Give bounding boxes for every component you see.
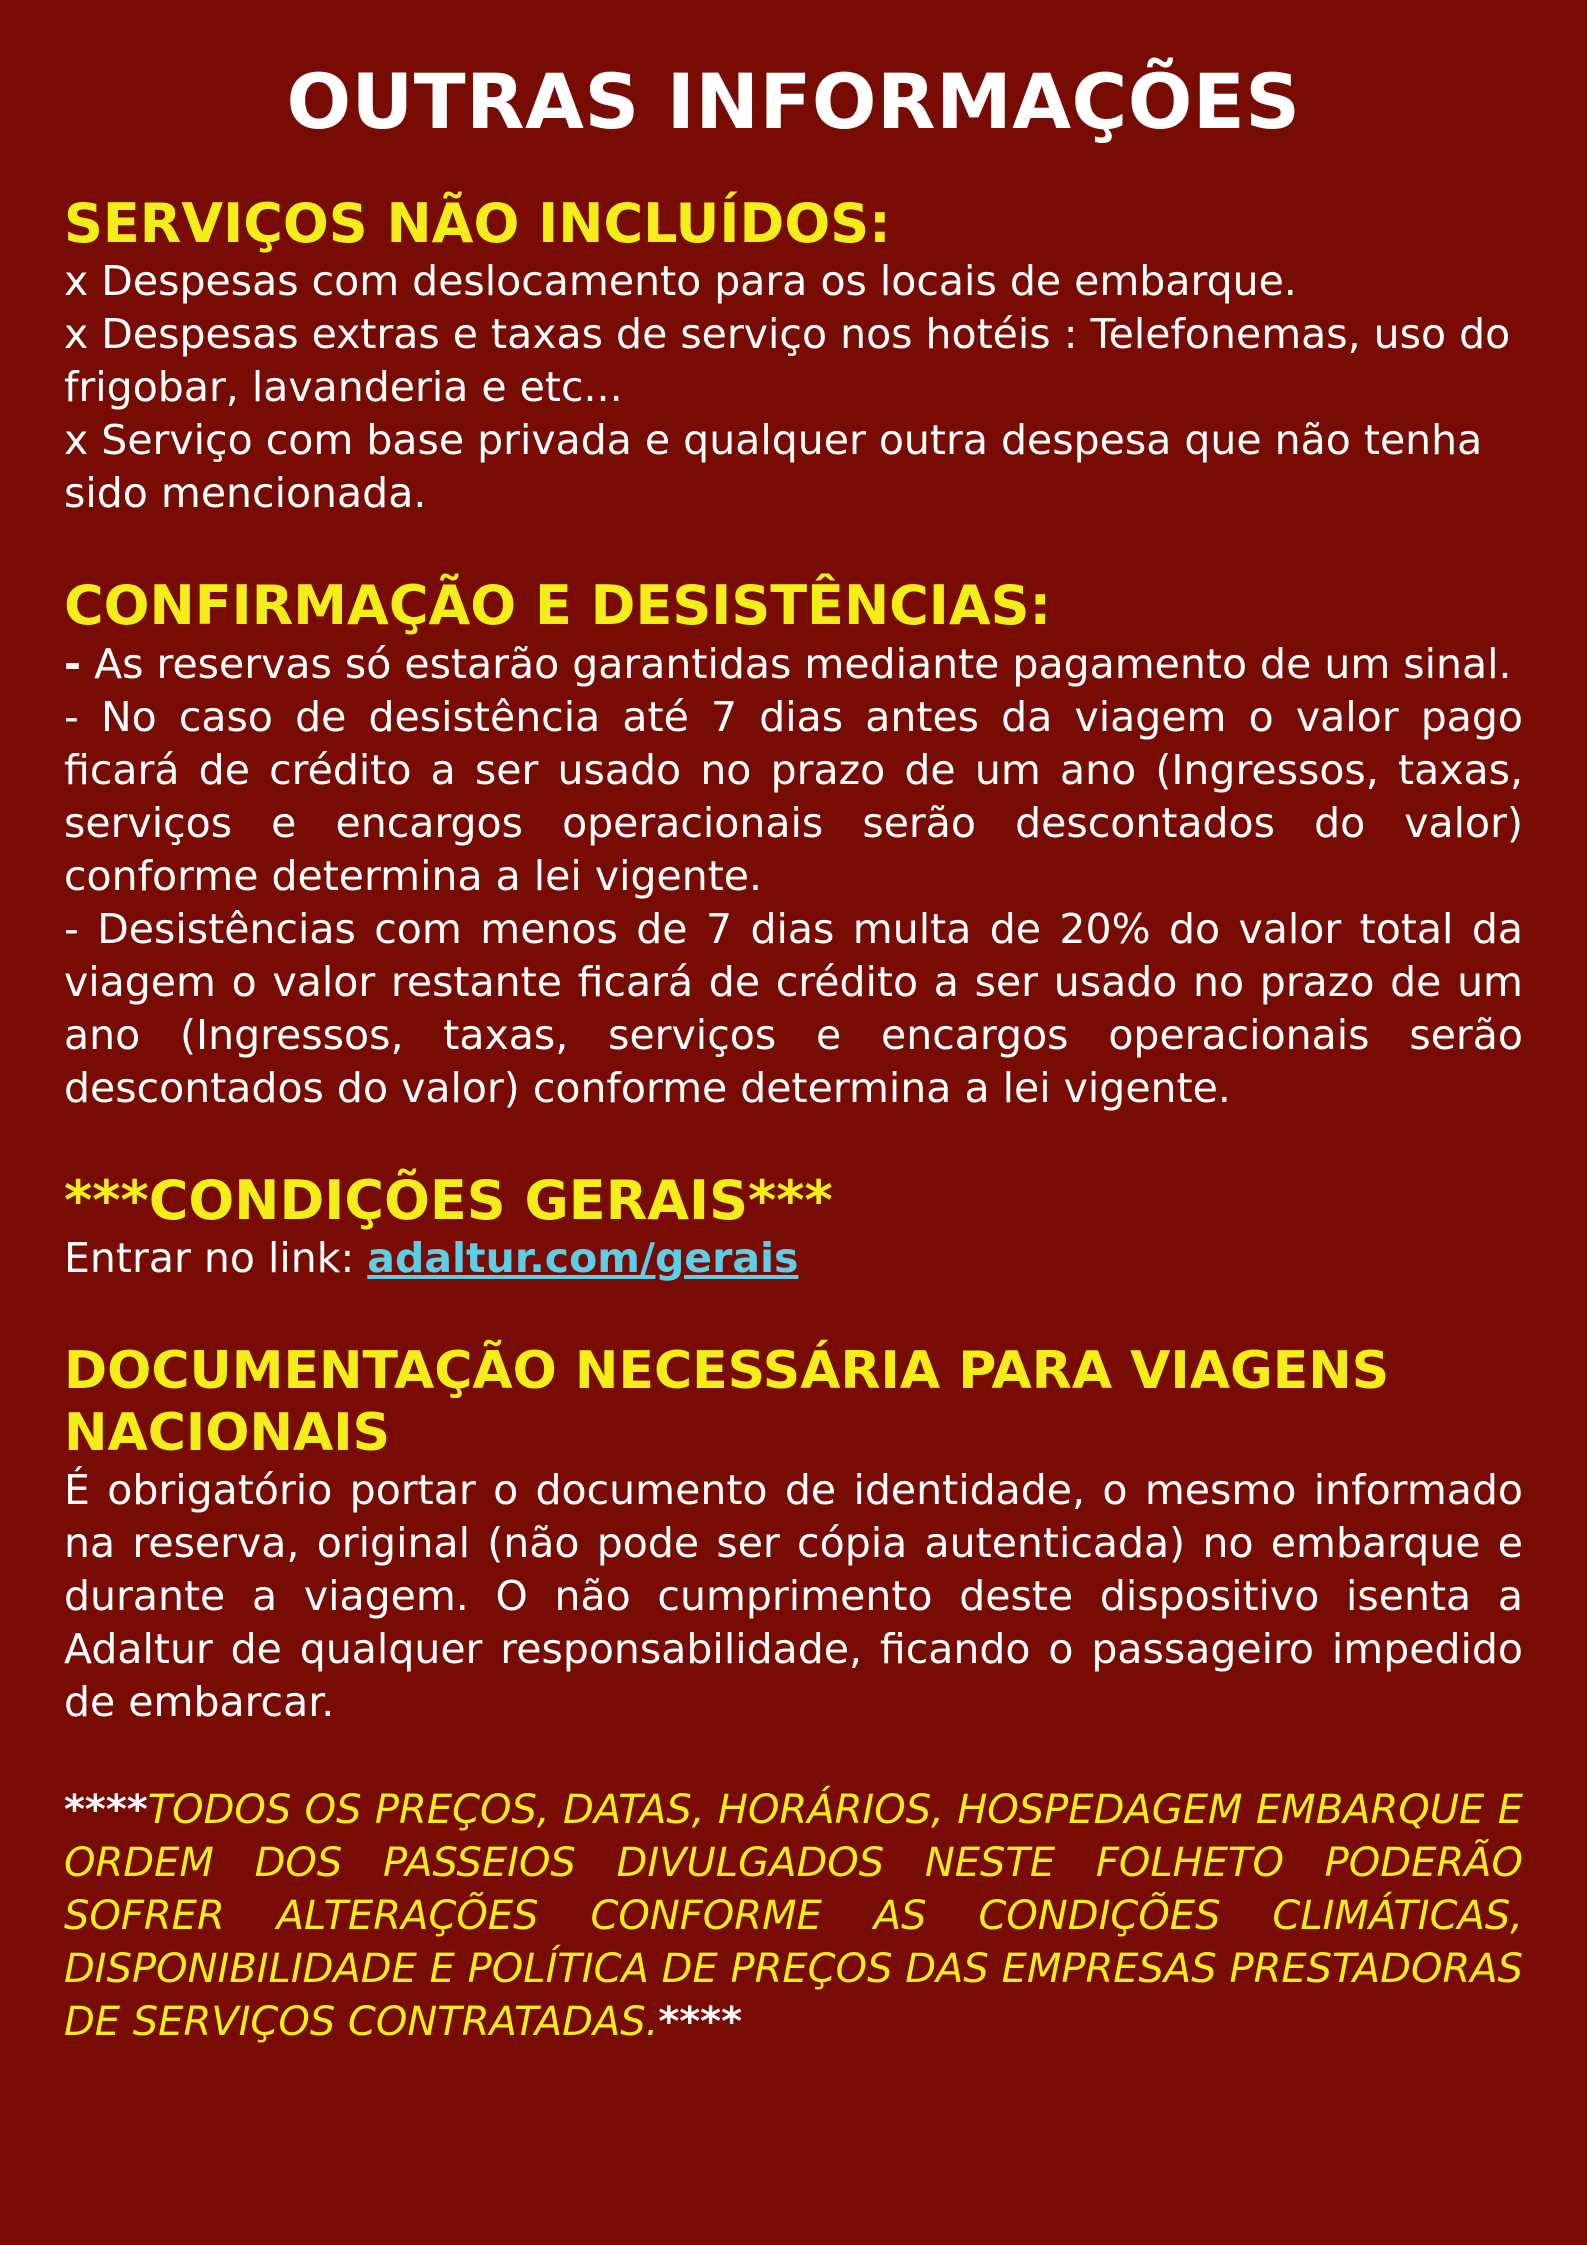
service-item: x Serviço com base privada e qualquer outra despesa que não tenha sido mencionada. [64, 416, 1483, 518]
documentation-text: É obrigatório portar o documento de identidade, o mesmo informado na reserva, original (não pode ser cópia autenticada) no embarque e durante a viagem. O não cumprimento deste dispositivo isenta a Adaltur de qualquer responsabilidade, ficando o passageiro impedido de embarcar. [64, 1466, 1523, 1727]
general-conditions-line [64, 1232, 1523, 1285]
documentation-heading: DOCUMENTAÇÃO NECESSÁRIA PARA VIAGENS NACIONAIS [64, 1340, 1390, 1464]
confirmation-section [64, 575, 1523, 1114]
notice-stars-close: **** [658, 1999, 743, 2046]
conditions-link[interactable]: adaltur.com/gerais [367, 1233, 799, 1282]
general-conditions-section [64, 1170, 1523, 1285]
price-change-notice [64, 1784, 1523, 2049]
confirmation-heading: CONFIRMAÇÃO E DESISTÊNCIAS: [64, 574, 1052, 638]
documentation-section [64, 1340, 1523, 1730]
confirmation-item [64, 638, 1523, 691]
services-not-included-section [64, 193, 1523, 520]
service-item: x Despesas com deslocamento para os locais de embarque. [64, 257, 1297, 306]
notice-text: TODOS OS PREÇOS, DATAS, HORÁRIOS, HOSPEDAGEM EMBARQUE E ORDEM DOS PASSEIOS DIVULGADOS NESTE FOLHETO PODERÃO SOFRER ALTERAÇÕES CONFORME AS CONDIÇÕES CLIMÁTICAS, DISPONIBILIDADE E POLÍTICA DE PREÇOS DAS EMPRESAS PRESTADORAS DE SERVIÇOS CONTRATADAS. [64, 1787, 1523, 2046]
confirmation-item-lead: - [64, 639, 82, 688]
confirmation-item-text: As reservas só estarão garantidas mediante pagamento de um sinal. [81, 639, 1512, 688]
confirmation-item-text: - No caso de desistência até 7 dias antes da viagem o valor pago ficará de crédito a ser usado no prazo de um ano (Ingressos, taxas, serviços e encargos operacionais serão descontados do valor) conforme determina a lei vigente. [64, 692, 1523, 900]
link-prefix: Entrar no link: [64, 1233, 368, 1282]
confirmation-item [64, 691, 1523, 903]
notice-stars-open: **** [64, 1787, 148, 1834]
services-not-included-heading: SERVIÇOS NÃO INCLUÍDOS: [64, 192, 891, 256]
confirmation-item-text: - Desistências com menos de 7 dias multa de 20% do valor total da viagem o valor restante ficará de crédito a ser usado no prazo de um ano (Ingressos, taxas, serviços e encargos operacionais serão descontados do valor) conforme determina a lei vigente. [64, 904, 1523, 1112]
confirmation-item [64, 903, 1523, 1115]
service-item: x Despesas extras e taxas de serviço nos hotéis : Telefonemas, uso do frigobar, lavanderia e etc... [64, 310, 1511, 412]
general-conditions-heading: ***CONDIÇÕES GERAIS*** [64, 1168, 833, 1232]
page-title: OUTRAS INFORMAÇÕES [286, 57, 1301, 146]
notice-section [64, 1784, 1523, 2049]
